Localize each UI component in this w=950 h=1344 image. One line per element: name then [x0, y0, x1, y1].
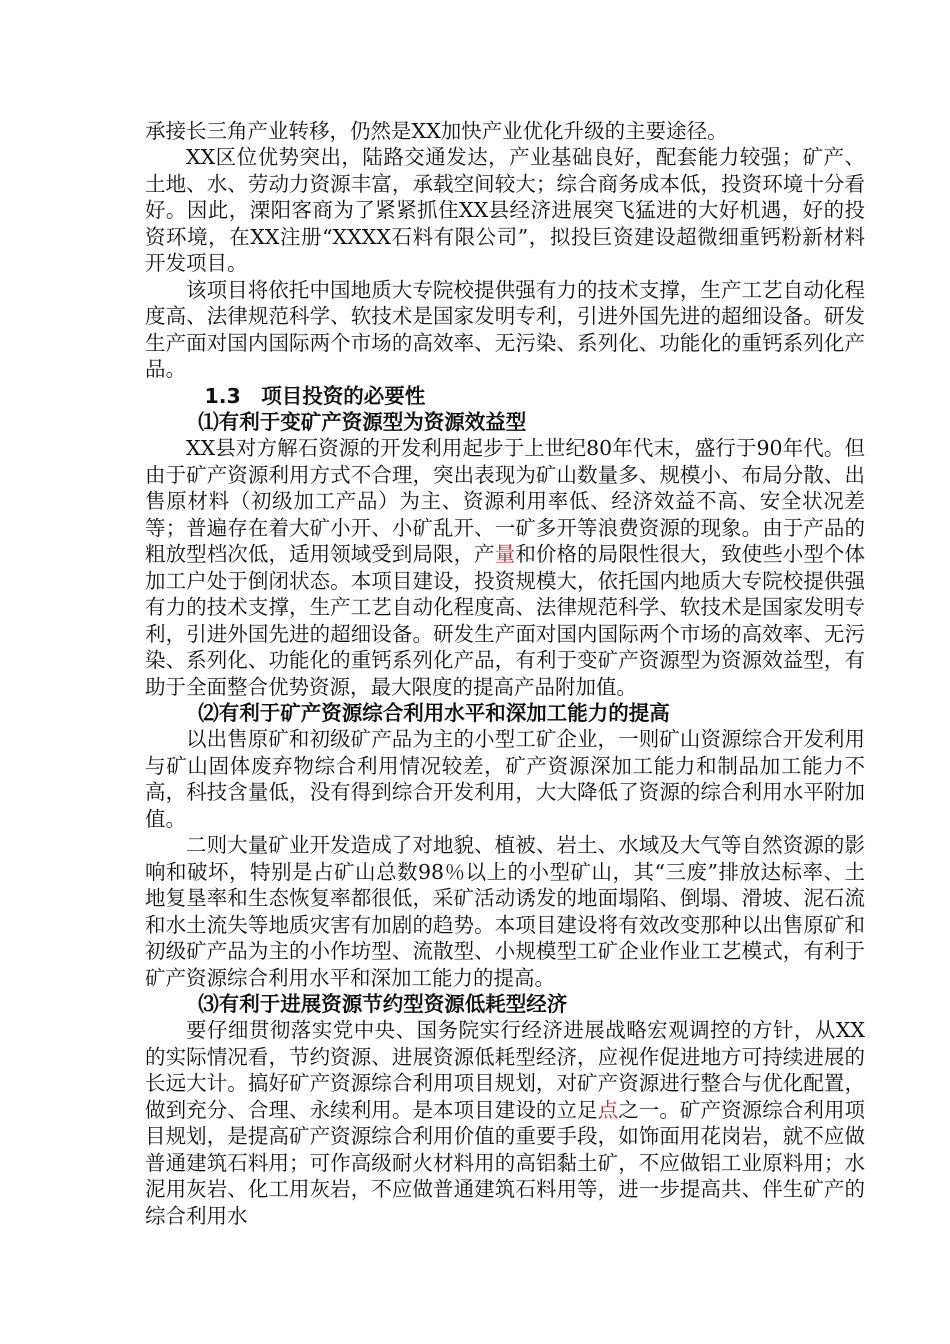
paragraph-calcite-history: XX县对方解石资源的开发利用起步于上世纪80年代末，盛行于90年代。但由于矿产资源利用方式不合理，突出表现为矿山数量多、规模小、布局分散、出售原材料（初级加工产品）为主、资源利用率低、经济效益不高、安全状况差等；普遍存在着大矿小开、小矿乱开、一矿多开等浪费资源的现象。由于产品的粗放型档次低，适用领域受到局限，产量和价格的局限性很大，致使些小型个体加工户处于倒闭状态。本项目建设，投资规模大，依托国内地质大专院校提供强有力的技术支撑，生产工艺自动化程度高、法律规范科学、软技术是国家发明专利，引进外国先进的超细设备。研发生产面对国内国际两个市场的高效率、无污染、系列化、功能化的重钙系列化产品，有利于变矿产资源型为资源效益型，有助于全面整合优势资源，最大限度的提高产品附加值。: [145, 436, 866, 699]
highlighted-char: 量: [494, 542, 516, 567]
subheading-3: ⑶有利于进展资源节约型资源低耗型经济: [198, 991, 568, 1016]
subheading-2: ⑵有利于矿产资源综合利用水平和深加工能力的提高: [198, 700, 670, 725]
paragraph-project-support: 该项目将依托中国地质大专院校提供强有力的技术支撑，生产工艺自动化程度高、法律规范科学、软技术是国家发明专利，引进外国先进的超细设备。研发生产面对国内国际两个市场的高效率、无污染、系列化、功能化的重钙系列化产品。: [145, 277, 865, 382]
section-heading-1-3: 1.3 项目投资的必要性: [204, 383, 426, 408]
paragraph-small-mines: 以出售原矿和初级矿产品为主的小型工矿企业，一则矿山资源综合开发利用与矿山固体废弃物综合利用情况较差，矿产资源深加工能力和制品加工能力不高，科技含量低，没有得到综合开发利用，大大降低了资源的综合利用水平附加值。: [145, 727, 865, 831]
paragraph-environment-damage: 二则大量矿业开发造成了对地貌、植被、岩土、水域及大气等自然资源的影响和破坏，特别是占矿山总数98％以上的小型矿山，其“三废”排放达标率、土地复垦率和生态恢复率都很低，采矿活动诱发的地面塌陷、倒塌、滑坡、泥石流和水土流失等地质灾害有加剧的趋势。本项目建设将有效改变那种以出售原矿和初级矿产品为主的小作坊型、流散型、小规模型工矿企业作业工艺模式，有利于矿产资源综合利用水平和深加工能力的提高。: [145, 833, 865, 990]
highlighted-char: 点: [597, 1097, 619, 1122]
document-page: [145, 118, 865, 1229]
subheading-1: ⑴有利于变矿产资源型为资源效益型: [198, 409, 527, 434]
paragraph-intro: 承接长三角产业转移，仍然是XX加快产业优化升级的主要途径。: [145, 119, 728, 143]
paragraph-resource-saving: 要仔细贯彻落实党中央、国务院实行经济进展战略宏观调控的方针，从XX的实际情况看，节约资源、进展资源低耗型经济，应视作促进地方可持续进展的长远大计。搞好矿产资源综合利用项目规划，对矿产资源进行整合与优化配置，做到充分、合理、永续利用。是本项目建设的立足点之一。矿产资源综合利用项目规划，是提高矿产资源综合利用价值的重要手段，如饰面用花岗岩，就不应做普通建筑石料用；可作高级耐火材料用的高铝黏土矿，不应做铝工业原料用；水泥用灰岩、化工用灰岩，不应做普通建筑石料用等，进一步提高共、伴生矿产的综合利用水: [145, 1018, 866, 1228]
paragraph-location-advantage: XX区位优势突出，陆路交通发达，产业基础良好，配套能力较强；矿产、土地、水、劳动力资源丰富，承载空间较大；综合商务成本低，投资环境十分看好。因此，溧阳客商为了紧紧抓住XX县经济进展突飞猛进的大好机遇，好的投资环境，在XX注册“XXXX石料有限公司”，拟投巨资建设超微细重钙粉新材料开发项目。: [145, 145, 865, 276]
